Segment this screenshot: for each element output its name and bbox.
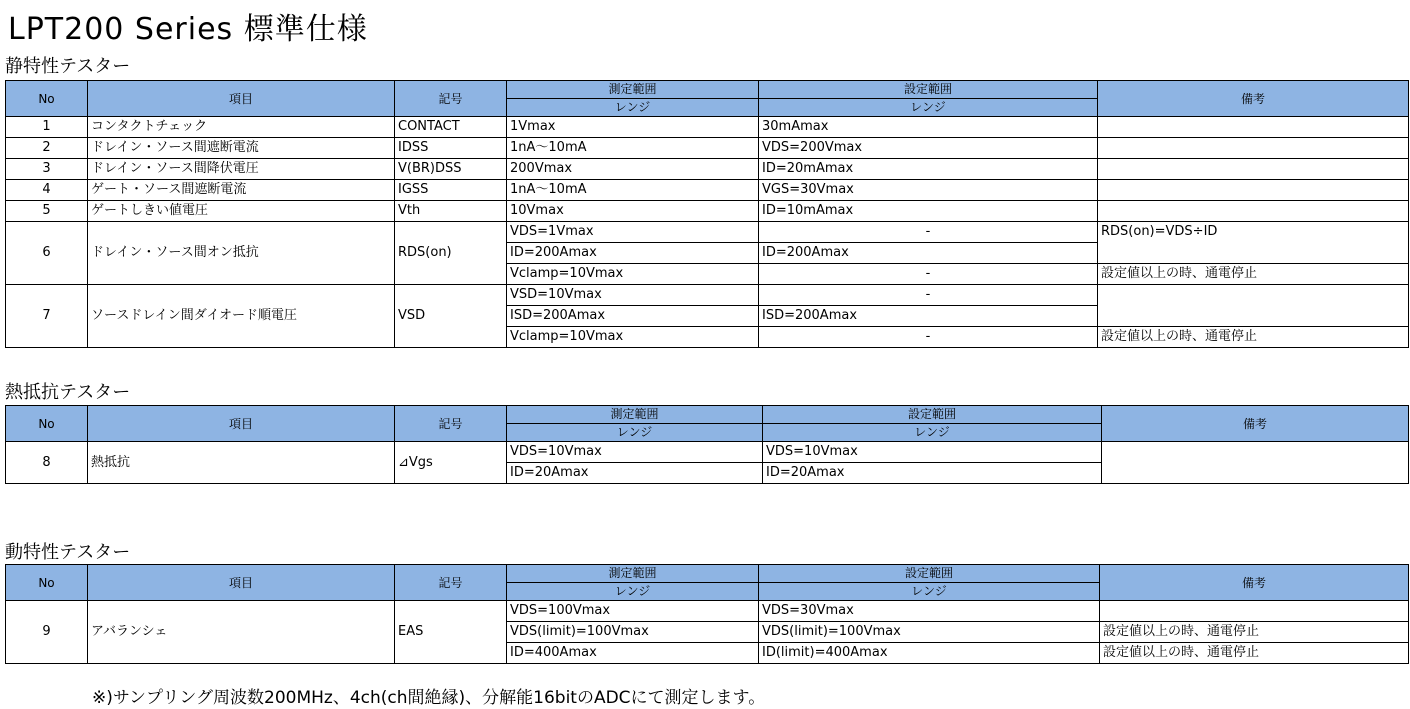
row-item: ゲート・ソース間遮断電流: [88, 180, 395, 201]
row-remarks: [1098, 159, 1409, 180]
table-row: [6, 601, 1409, 622]
row-setting: ID(limit)=400Amax: [759, 643, 1100, 664]
header-no: No: [6, 81, 88, 117]
row-no: 1: [6, 117, 88, 138]
row-item: ドレイン・ソース間オン抵抗: [88, 222, 395, 285]
row-measure: ID=200Amax: [507, 243, 759, 264]
row-remarks: 設定値以上の時、通電停止: [1098, 264, 1409, 285]
row-remarks: 設定値以上の時、通電停止: [1098, 327, 1409, 348]
header-range: レンジ: [763, 424, 1102, 442]
header-remarks: 備考: [1102, 406, 1409, 442]
row-setting: 30mAmax: [759, 117, 1098, 138]
row-symbol: EAS: [395, 601, 507, 664]
section-title-dynamic: 動特性テスター: [5, 542, 131, 563]
row-setting: -: [759, 264, 1098, 285]
table-row: [6, 285, 1409, 306]
header-remarks: 備考: [1098, 81, 1409, 117]
row-setting: VGS=30Vmax: [759, 180, 1098, 201]
row-setting: VDS=200Vmax: [759, 138, 1098, 159]
row-remarks: [1098, 138, 1409, 159]
row-symbol: CONTACT: [395, 117, 507, 138]
row-remarks: [1098, 201, 1409, 222]
row-no: 5: [6, 201, 88, 222]
header-item: 項目: [88, 81, 395, 117]
row-symbol: IDSS: [395, 138, 507, 159]
row-measure: ID=20Amax: [507, 463, 763, 484]
row-no: 3: [6, 159, 88, 180]
header-remarks: 備考: [1100, 565, 1409, 601]
table-row: [6, 201, 1409, 222]
footnote: ※)サンプリング周波数200MHz、4ch(ch間絶縁)、分解能16bitのADCにて測定します。: [92, 688, 766, 708]
header-setting-range: 設定範囲: [759, 81, 1098, 99]
row-item: ドレイン・ソース間遮断電流: [88, 138, 395, 159]
table-row: [6, 117, 1409, 138]
header-symbol: 記号: [395, 565, 507, 601]
row-no: 9: [6, 601, 88, 664]
dynamic-spec-table: [5, 564, 1409, 664]
row-measure: 1Vmax: [507, 117, 759, 138]
row-remarks: [1098, 285, 1409, 327]
row-measure: VDS(limit)=100Vmax: [507, 622, 759, 643]
table-row: [6, 159, 1409, 180]
row-measure: ID=400Amax: [507, 643, 759, 664]
row-item: 熱抵抗: [88, 442, 395, 484]
page-title: LPT200 Series 標準仕様: [8, 12, 368, 47]
header-measure-range: 測定範囲: [507, 406, 763, 424]
section-title-thermal: 熱抵抗テスター: [5, 382, 131, 403]
row-remarks: 設定値以上の時、通電停止: [1100, 643, 1409, 664]
header-range: レンジ: [507, 583, 759, 601]
table-row: [6, 222, 1409, 243]
row-no: 4: [6, 180, 88, 201]
header-range: レンジ: [507, 99, 759, 117]
row-remarks: [1100, 601, 1409, 622]
row-symbol: RDS(on): [395, 222, 507, 285]
header-symbol: 記号: [395, 81, 507, 117]
table-row: [6, 180, 1409, 201]
row-no: 7: [6, 285, 88, 348]
row-setting: ID=10mAmax: [759, 201, 1098, 222]
header-range: レンジ: [759, 99, 1098, 117]
row-symbol: Vth: [395, 201, 507, 222]
header-measure-range: 測定範囲: [507, 81, 759, 99]
header-no: No: [6, 406, 88, 442]
row-setting: ID=20Amax: [763, 463, 1102, 484]
row-symbol: V(BR)DSS: [395, 159, 507, 180]
header-setting-range: 設定範囲: [763, 406, 1102, 424]
row-remarks: [1098, 117, 1409, 138]
row-no: 2: [6, 138, 88, 159]
row-no: 8: [6, 442, 88, 484]
row-setting: VDS=30Vmax: [759, 601, 1100, 622]
row-measure: Vclamp=10Vmax: [507, 327, 759, 348]
row-setting: VDS(limit)=100Vmax: [759, 622, 1100, 643]
row-measure: VDS=1Vmax: [507, 222, 759, 243]
row-setting: ISD=200Amax: [759, 306, 1098, 327]
row-measure: 10Vmax: [507, 201, 759, 222]
table-row: [6, 442, 1409, 463]
row-measure: VDS=100Vmax: [507, 601, 759, 622]
row-measure: 1nA～10mA: [507, 138, 759, 159]
row-symbol: VSD: [395, 285, 507, 348]
row-setting: VDS=10Vmax: [763, 442, 1102, 463]
row-remarks: [1102, 442, 1409, 484]
row-no: 6: [6, 222, 88, 285]
row-remarks: RDS(on)=VDS÷ID: [1098, 222, 1409, 264]
row-measure: ISD=200Amax: [507, 306, 759, 327]
thermal-spec-table: [5, 405, 1409, 484]
row-measure: Vclamp=10Vmax: [507, 264, 759, 285]
row-item: ドレイン・ソース間降伏電圧: [88, 159, 395, 180]
section-title-static: 静特性テスター: [5, 56, 131, 77]
header-range: レンジ: [507, 424, 763, 442]
row-measure: 1nA～10mA: [507, 180, 759, 201]
row-setting: -: [759, 327, 1098, 348]
table-row: [6, 138, 1409, 159]
row-item: ゲートしきい値電圧: [88, 201, 395, 222]
row-measure: VDS=10Vmax: [507, 442, 763, 463]
row-item: アバランシェ: [88, 601, 395, 664]
header-measure-range: 測定範囲: [507, 565, 759, 583]
row-item: コンタクトチェック: [88, 117, 395, 138]
row-symbol: IGSS: [395, 180, 507, 201]
row-measure: VSD=10Vmax: [507, 285, 759, 306]
row-setting: -: [759, 222, 1098, 243]
header-symbol: 記号: [395, 406, 507, 442]
header-range: レンジ: [759, 583, 1100, 601]
row-setting: -: [759, 285, 1098, 306]
row-setting: ID=20mAmax: [759, 159, 1098, 180]
header-item: 項目: [88, 406, 395, 442]
row-remarks: 設定値以上の時、通電停止: [1100, 622, 1409, 643]
row-symbol: ⊿Vgs: [395, 442, 507, 484]
row-measure: 200Vmax: [507, 159, 759, 180]
row-setting: ID=200Amax: [759, 243, 1098, 264]
row-item: ソースドレイン間ダイオード順電圧: [88, 285, 395, 348]
header-no: No: [6, 565, 88, 601]
row-remarks: [1098, 180, 1409, 201]
header-item: 項目: [88, 565, 395, 601]
header-setting-range: 設定範囲: [759, 565, 1100, 583]
static-spec-table: [5, 80, 1409, 348]
